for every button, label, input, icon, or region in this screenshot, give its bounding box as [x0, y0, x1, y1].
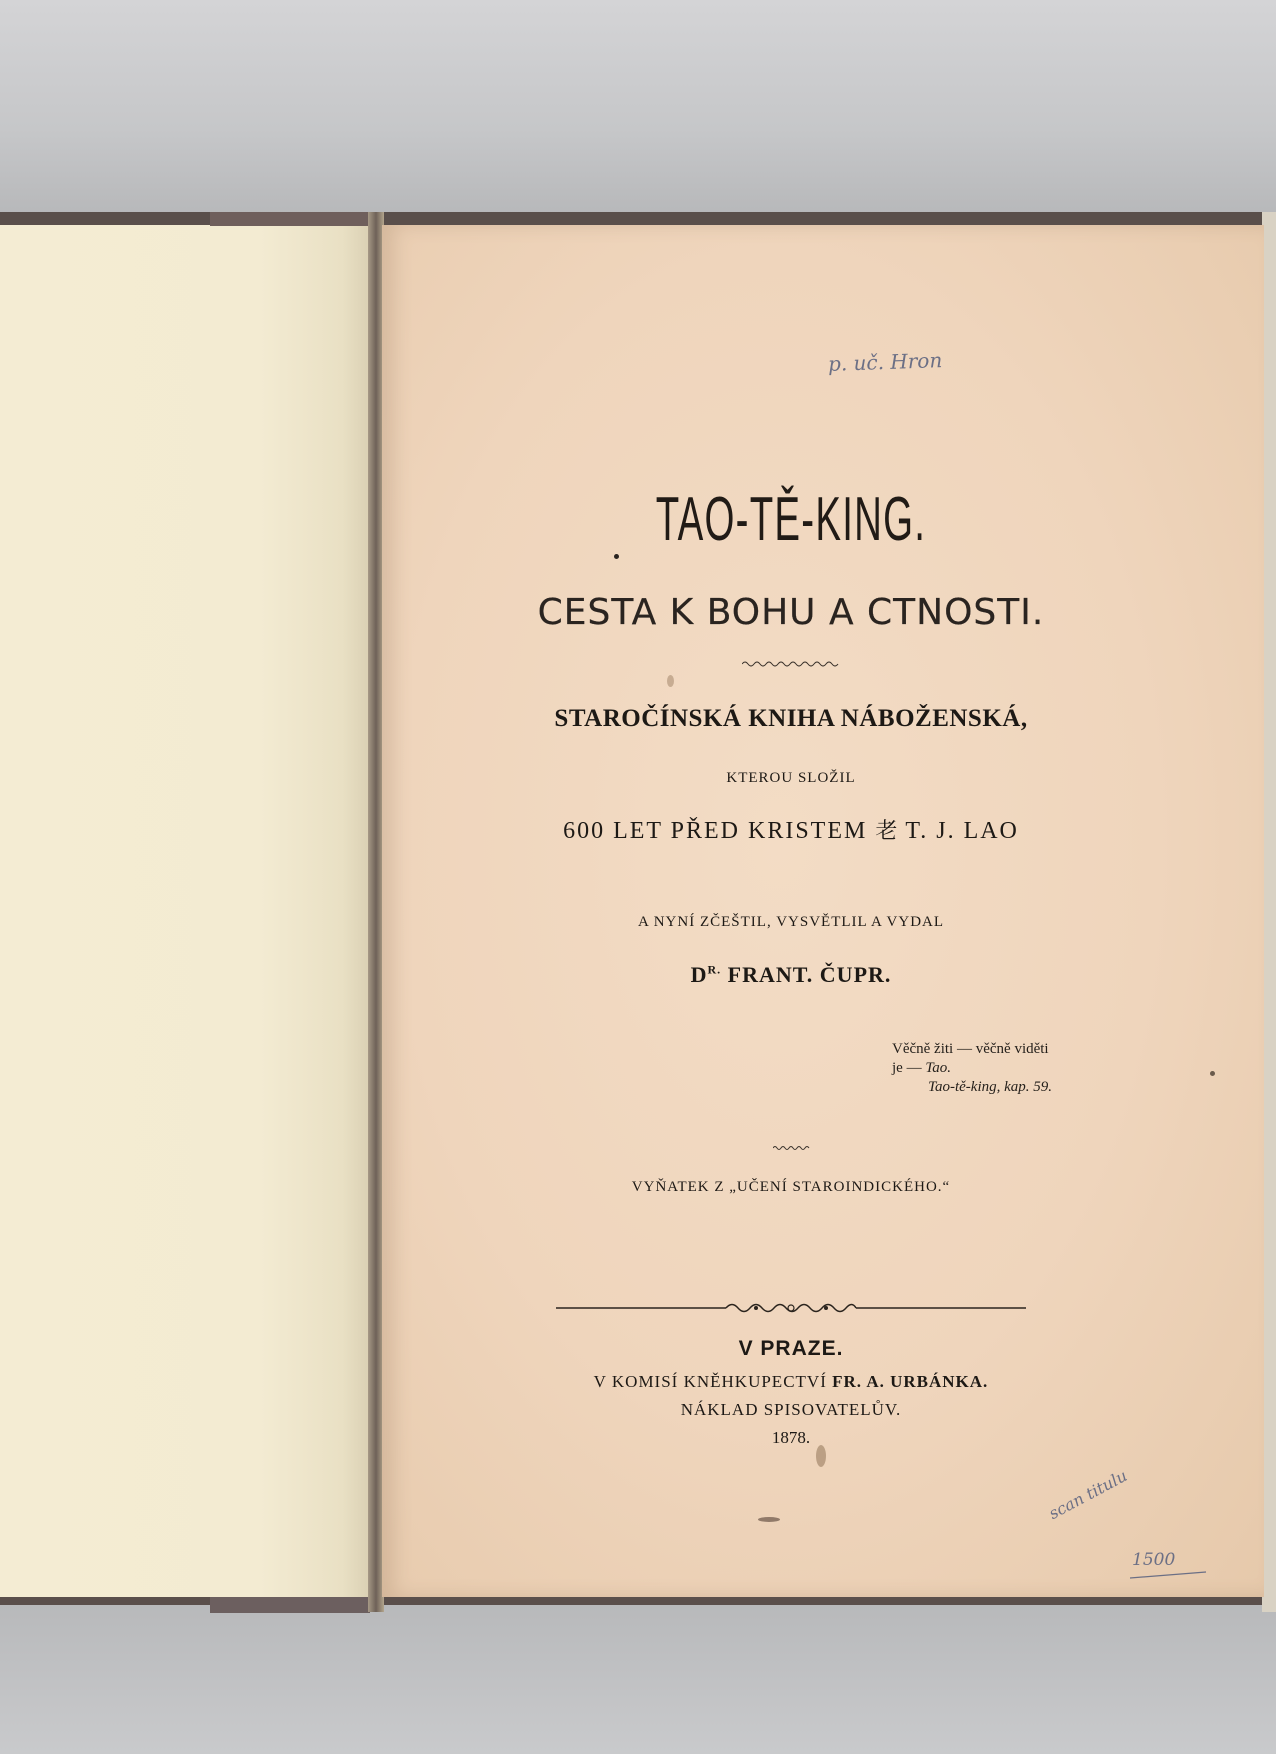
- chinese-character: 老: [875, 819, 898, 844]
- translator-name: [382, 962, 1200, 988]
- imprint-cost: NÁKLAD SPISOVATELŮV.: [680, 1400, 902, 1419]
- imprint-publisher-name: FR. A. URBÁNKA.: [832, 1372, 989, 1391]
- epigraph-line-2: [892, 1059, 1052, 1078]
- page-edge: [1262, 212, 1276, 1612]
- epigraph: [892, 1040, 1052, 1097]
- author-name: FRANT. ČUPR.: [727, 962, 892, 987]
- wavy-rule-small: [773, 1145, 811, 1151]
- book-subtitle: CESTA K BOHU A CTNOSTI.: [537, 592, 1045, 633]
- stain: [758, 1517, 780, 1522]
- translator-line: A NYNÍ ZČEŠTIL, VYSVĚTLIL A VYDAL: [637, 914, 945, 930]
- origin-author: T. J. LAO: [905, 818, 1019, 844]
- book-heading: STAROČÍNSKÁ KNIHA NÁBOŽENSKÁ,: [554, 705, 1028, 732]
- author-prefix: D: [690, 962, 708, 987]
- imprint-year: 1878.: [771, 1428, 811, 1447]
- origin-date: 600 LET PŘED KRISTEM: [563, 818, 868, 844]
- title-dot: [614, 554, 619, 559]
- excerpt-line: VYŇATEK Z „UČENÍ STAROINDICKÉHO.“: [631, 1179, 951, 1195]
- handwritten-note-top: p. uč. Hron: [827, 348, 943, 376]
- wavy-rule-top: [742, 660, 840, 668]
- cover-cloth-bottom: [210, 1597, 370, 1613]
- epigraph-reference: Tao-tě-king, kap. 59.: [928, 1079, 1053, 1095]
- scanner-background-bottom: [0, 1605, 1276, 1754]
- stain: [667, 675, 674, 687]
- epigraph-line-1: Věčně žiti — věčně viděti: [892, 1041, 1049, 1057]
- cover-cloth-top: [210, 212, 370, 226]
- left-endpaper: [0, 225, 374, 1597]
- imprint-place: V PRAZE.: [738, 1337, 844, 1360]
- ornamental-rule: [556, 1300, 1026, 1316]
- handwritten-underline: [1128, 1570, 1208, 1580]
- imprint-publisher-prefix: V KOMISÍ KNĚHKUPECTVÍ: [593, 1372, 833, 1391]
- book-title: TAO-TĚ-KING.: [655, 485, 927, 554]
- epigraph-line-2-text: je —: [892, 1060, 926, 1076]
- stain: [1210, 1071, 1215, 1076]
- origin-line: [382, 814, 1200, 845]
- handwritten-price: 1500: [1132, 1550, 1176, 1570]
- epigraph-line-2-tao: Tao.: [925, 1060, 952, 1076]
- stain: [816, 1445, 826, 1467]
- imprint-publisher: [382, 1372, 1200, 1392]
- composed-by-line: KTEROU SLOŽIL: [726, 770, 856, 786]
- scanner-background-top: [0, 0, 1276, 215]
- author-prefix-suffix: R.: [707, 962, 722, 977]
- handwritten-note-side: scan titulu: [1045, 1465, 1131, 1524]
